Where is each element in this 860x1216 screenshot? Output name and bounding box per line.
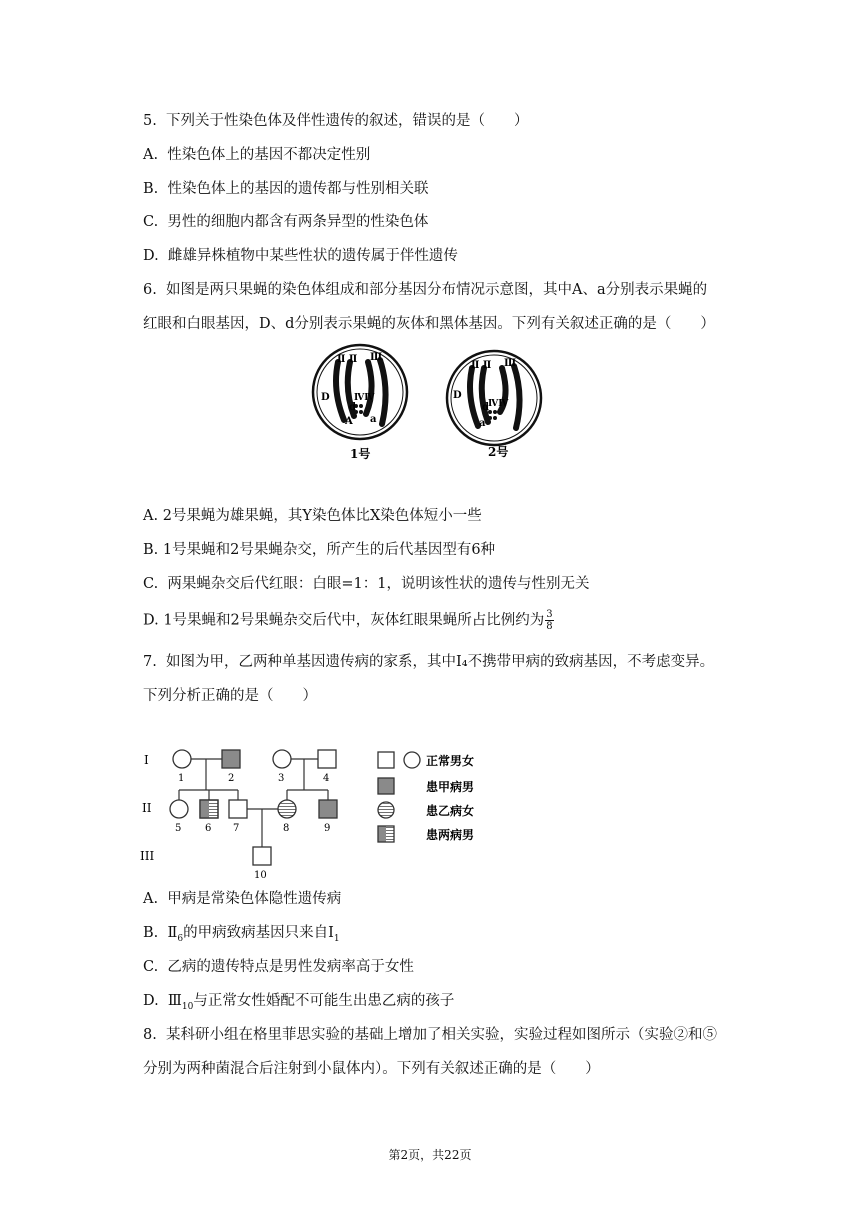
pedigree-legend bbox=[378, 752, 474, 842]
q5-option-c: C. 男性的细胞内都含有两条异型的性染色体 bbox=[143, 214, 429, 230]
q7-option-b-subscript-2: 1 bbox=[333, 933, 340, 944]
page-footer: 第2页，共22页 bbox=[388, 1148, 472, 1162]
q6-option-a: A. 2号果蝇为雄果蝇，其Y染色体比X染色体短小一些 bbox=[143, 508, 482, 524]
q6-option-d bbox=[143, 609, 554, 632]
fly-2-gene-D: D bbox=[453, 390, 462, 401]
q7-stem-line1: 7. 如图为甲，乙两种单基因遗传病的家系，其中Ⅰ₄不携带甲病的致病基因，不考虑变异。 bbox=[143, 654, 715, 670]
legend-disease-b-female: 患乙病女 bbox=[426, 804, 475, 818]
fly-1-gene-a: a bbox=[370, 414, 377, 425]
fly-1-cell bbox=[313, 345, 407, 461]
pedigree-chart bbox=[140, 740, 490, 880]
generation-label-ii: II bbox=[142, 801, 152, 815]
id-9: 9 bbox=[324, 823, 331, 834]
fly-2-gene-d: d bbox=[482, 402, 489, 413]
fraction-numerator: 3 bbox=[546, 609, 553, 620]
fly-2-cell bbox=[447, 351, 541, 459]
individual-9 bbox=[319, 800, 337, 818]
q7-stem-line2: 下列分析正确的是（ ） bbox=[143, 688, 317, 704]
q5-option-d: D. 雌雄异株植物中某些性状的遗传属于伴性遗传 bbox=[143, 248, 458, 264]
individual-8 bbox=[278, 800, 296, 818]
q7-option-d-prefix: D. Ⅲ bbox=[143, 993, 182, 1009]
individual-7 bbox=[229, 800, 247, 818]
generation-label-i: I bbox=[144, 753, 149, 767]
individual-6 bbox=[200, 800, 218, 818]
id-10: 10 bbox=[254, 870, 267, 880]
q7-option-a: A. 甲病是常染色体隐性遗传病 bbox=[143, 891, 342, 907]
individual-10 bbox=[253, 847, 271, 865]
id-4: 4 bbox=[323, 773, 330, 784]
generation-label-iii: III bbox=[140, 849, 155, 863]
id-6: 6 bbox=[205, 823, 212, 834]
fly-2-label: 2号 bbox=[488, 445, 509, 459]
q6-option-d-text: D. 1号果蝇和2号果蝇杂交后代中，灰体红眼果蝇所占比例约为 bbox=[143, 612, 545, 629]
q5-option-a: A. 性染色体上的基因不都决定性别 bbox=[143, 147, 371, 163]
fly-1-gene-D: D bbox=[321, 392, 330, 403]
fly-1-gene-d: d bbox=[349, 402, 356, 413]
fly-2-label-iv: ⅣⅣ bbox=[488, 399, 509, 409]
q6-option-c: C. 两果蝇杂交后代红眼：白眼=1：1，说明该性状的遗传与性别无关 bbox=[143, 576, 590, 592]
fly-1-label-iv: ⅣⅣ bbox=[354, 393, 375, 403]
fly-2-label-iii: Ⅲ bbox=[504, 358, 517, 369]
q7-option-d-subscript: 10 bbox=[181, 1001, 194, 1012]
q6-stem-line2: 红眼和白眼基因，D、d分别表示果蝇的灰体和黑体基因。下列有关叙述正确的是（ ） bbox=[143, 316, 715, 332]
fly-1-gene-A: A bbox=[345, 416, 353, 427]
q7-option-d-text: 与正常女性婚配不可能生出患乙病的孩子 bbox=[193, 993, 455, 1009]
id-8: 8 bbox=[283, 823, 290, 834]
id-5: 5 bbox=[175, 823, 182, 834]
q7-option-d bbox=[143, 991, 454, 1017]
fly-2-gene-a: a bbox=[479, 418, 486, 429]
fraction-denominator: 8 bbox=[546, 621, 553, 632]
individual-1 bbox=[173, 750, 191, 768]
fly-1-label-ii: Ⅱ Ⅱ bbox=[337, 354, 358, 365]
id-1: 1 bbox=[178, 773, 185, 784]
legend-normal: 正常男女 bbox=[426, 754, 475, 768]
fly-1-label: 1号 bbox=[350, 447, 371, 461]
q6-option-b: B. 1号果蝇和2号果蝇杂交，所产生的后代基因型有6种 bbox=[143, 542, 496, 558]
individual-3 bbox=[273, 750, 291, 768]
q7-option-c: C. 乙病的遗传特点是男性发病率高于女性 bbox=[143, 959, 414, 975]
q5-option-b: B. 性染色体上的基因的遗传都与性别相关联 bbox=[143, 181, 429, 197]
q5-stem: 5. 下列关于性染色体及伴性遗传的叙述，错误的是（ ） bbox=[143, 113, 529, 129]
q7-option-b-middle: 的甲病致病基因只来自Ⅰ bbox=[183, 925, 334, 941]
q6-stem-line1: 6. 如图是两只果蝇的染色体组成和部分基因分布情况示意图，其中A、a分别表示果蝇的 bbox=[143, 282, 708, 298]
individual-5 bbox=[170, 800, 188, 818]
q7-option-b bbox=[143, 923, 340, 949]
fly-1-label-iii: Ⅲ bbox=[370, 352, 383, 363]
fraction bbox=[545, 609, 553, 632]
id-2: 2 bbox=[228, 773, 235, 784]
q8-stem-line1: 8. 某科研小组在格里菲思实验的基础上增加了相关实验，实验过程如图所示（实验②和⑤ bbox=[143, 1027, 718, 1043]
individual-4 bbox=[318, 750, 336, 768]
legend-both-diseases-male: 患两病男 bbox=[426, 828, 475, 842]
fly-2-label-ii: Ⅱ Ⅱ bbox=[471, 360, 492, 371]
legend-disease-a-male: 患甲病男 bbox=[426, 780, 475, 794]
individual-2 bbox=[222, 750, 240, 768]
q7-option-b-subscript-1: 6 bbox=[177, 933, 184, 944]
id-3: 3 bbox=[278, 773, 285, 784]
q7-option-b-prefix: B. Ⅱ bbox=[143, 925, 178, 941]
id-7: 7 bbox=[233, 823, 240, 834]
fruit-fly-chromosome-figure bbox=[310, 340, 550, 468]
q8-stem-line2: 分别为两种菌混合后注射到小鼠体内）。下列有关叙述正确的是（ ） bbox=[143, 1061, 600, 1077]
